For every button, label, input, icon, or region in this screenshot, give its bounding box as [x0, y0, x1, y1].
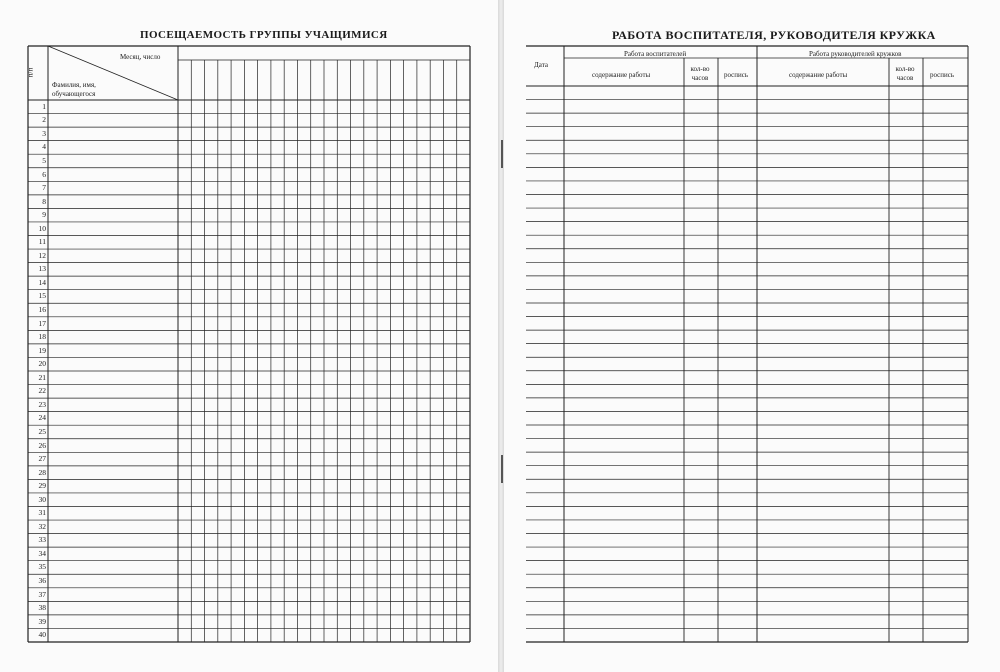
row-number: 39 — [38, 616, 46, 626]
row-number: 3 — [42, 128, 46, 138]
teacher-hours-header: кол-во часов — [690, 65, 710, 82]
row-number: 14 — [38, 277, 46, 287]
row-number: 4 — [42, 142, 46, 152]
right-page — [504, 0, 1000, 672]
date-column-header: Дата — [534, 61, 548, 69]
row-number: 5 — [42, 155, 46, 165]
attendance-title: ПОСЕЩАЕМОСТЬ ГРУППЫ УЧАЩИМИСЯ — [140, 29, 388, 41]
row-number: 18 — [38, 332, 46, 342]
row-number: 1 — [42, 101, 46, 111]
teacher-content-header: содержание работы — [592, 71, 651, 79]
row-number: 35 — [38, 562, 46, 572]
row-number: 36 — [38, 576, 46, 586]
left-page — [0, 0, 498, 672]
row-number: 17 — [38, 318, 46, 328]
row-number: 33 — [38, 535, 46, 545]
row-number: 16 — [38, 305, 46, 315]
index-column-header: п/п — [26, 67, 35, 78]
club-hours-header: кол-во часов — [895, 65, 915, 82]
row-number: 21 — [38, 372, 46, 382]
club-signature-header: роспись — [930, 71, 955, 79]
row-number: 24 — [38, 413, 46, 423]
teacher-signature-header: роспись — [724, 71, 749, 79]
club-work-header: Работа руководителей кружков — [809, 50, 902, 58]
row-number: 13 — [38, 264, 46, 274]
row-number: 11 — [38, 237, 46, 247]
club-content-header: содержание работы — [789, 71, 848, 79]
row-number: 10 — [38, 223, 46, 233]
row-number: 26 — [38, 440, 46, 450]
row-number: 22 — [38, 386, 46, 396]
work-log-grid — [504, 0, 1000, 672]
row-number: 8 — [42, 196, 46, 206]
row-number: 12 — [38, 250, 46, 260]
row-number: 37 — [38, 589, 46, 599]
month-date-header: Месяц, число — [120, 53, 161, 61]
row-number: 31 — [38, 508, 46, 518]
row-number: 20 — [38, 359, 46, 369]
row-number: 6 — [42, 169, 46, 179]
staple — [501, 140, 503, 168]
row-number: 34 — [38, 548, 46, 558]
row-number: 2 — [42, 115, 46, 125]
attendance-grid — [0, 0, 498, 672]
row-number: 9 — [42, 210, 46, 220]
row-number: 15 — [38, 291, 46, 301]
teacher-work-header: Работа воспитателей — [624, 50, 687, 58]
row-number: 30 — [38, 494, 46, 504]
row-number: 23 — [38, 399, 46, 409]
row-number: 28 — [38, 467, 46, 477]
row-number: 7 — [42, 183, 46, 193]
row-number: 29 — [38, 481, 46, 491]
work-log-title: РАБОТА ВОСПИТАТЕЛЯ, РУКОВОДИТЕЛЯ КРУЖКА — [612, 28, 936, 42]
row-number: 27 — [38, 454, 46, 464]
row-number: 25 — [38, 426, 46, 436]
row-number: 32 — [38, 521, 46, 531]
row-number: 40 — [38, 630, 46, 640]
staple — [501, 455, 503, 483]
row-number: 38 — [38, 603, 46, 613]
student-name-header: Фамилия, имя, обучающегося — [52, 81, 96, 98]
row-number: 19 — [38, 345, 46, 355]
